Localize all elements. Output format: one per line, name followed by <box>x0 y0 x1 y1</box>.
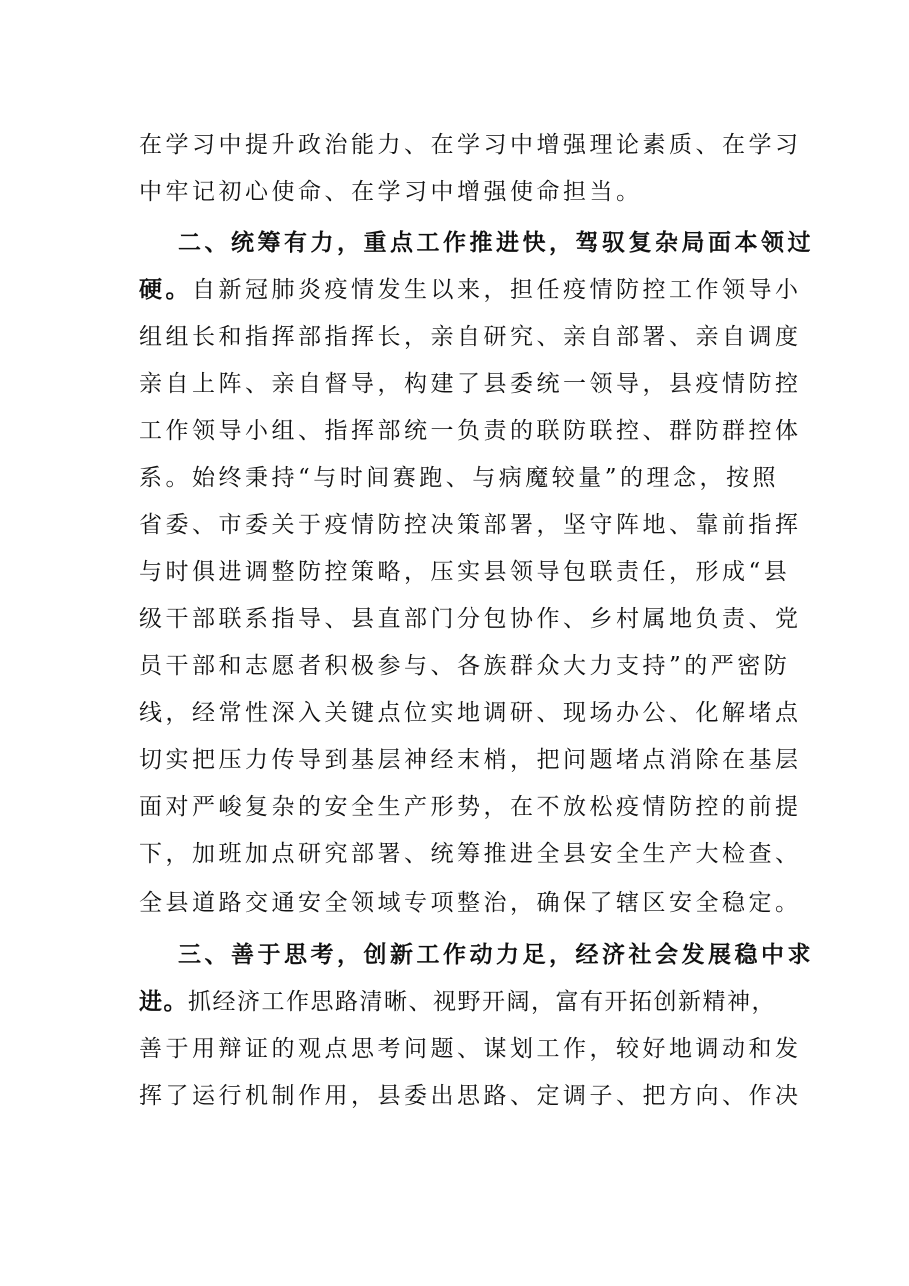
body-text-line: 线，经常性深入关键点位实地调研、现场办公、化解堵点 <box>139 700 802 726</box>
body-text-line: 中牢记初心使命、在学习中增强使命担当。 <box>139 179 643 205</box>
body-text-line: 善于用辩证的观点思考问题、谋划工作，较好地调动和发 <box>139 1036 802 1062</box>
body-text-line: 切实把压力传导到基层神经末梢，把问题堵点消除在基层 <box>139 747 802 773</box>
body-text: 抓经济工作思路清晰、视野开阔，富有开拓创新精神， <box>188 989 776 1015</box>
section-heading-2: 二、统筹有力，重点工作推进快，驾驭复杂局面本领过 <box>178 230 814 256</box>
body-text-line: 员干部和志愿者积极参与、各族群众大力支持”的严密防 <box>139 653 791 679</box>
body-text-line: 全县道路交通安全领域专项整治，确保了辖区安全稳定。 <box>139 890 802 916</box>
body-text-line: 与时俱进调整防控策略，压实县领导包联责任，形成“县 <box>139 559 791 585</box>
body-text-line: 下，加班加点研究部署、统筹推进全县安全生产大检查、 <box>139 841 802 867</box>
body-text: 自新冠肺炎疫情发生以来，担任疫情防控工作领导小 <box>192 277 802 303</box>
body-text-line: 在学习中提升政治能力、在学习中增强理论素质、在学习 <box>139 132 802 158</box>
section-heading-3-end: 进。 <box>139 989 188 1015</box>
body-text-line: 系。始终秉持“与时间赛跑、与病魔较量”的理念，按照 <box>139 465 780 491</box>
body-text-line <box>139 987 779 1017</box>
body-text-line: 工作领导小组、指挥部统一负责的联防联控、群防群控体 <box>139 418 802 444</box>
body-text-line: 级干部联系指导、县直部门分包协作、乡村属地负责、党 <box>139 606 802 632</box>
body-text-line <box>139 275 802 305</box>
section-heading-2-end: 硬。 <box>139 277 192 303</box>
body-text-line: 面对严峻复杂的安全生产形势，在不放松疫情防控的前提 <box>139 794 802 820</box>
body-text-line: 省委、市委关于疫情防控决策部署，坚守阵地、靠前指挥 <box>139 512 802 538</box>
section-heading-3: 三、善于思考，创新工作动力足，经济社会发展稳中求 <box>178 942 814 968</box>
body-text-line: 挥了运行机制作用，县委出思路、定调子、把方向、作决 <box>139 1083 802 1109</box>
body-text-line: 亲自上阵、亲自督导，构建了县委统一领导，县疫情防控 <box>139 371 802 397</box>
body-text-line: 组组长和指挥部指挥长，亲自研究、亲自部署、亲自调度 <box>139 324 802 350</box>
